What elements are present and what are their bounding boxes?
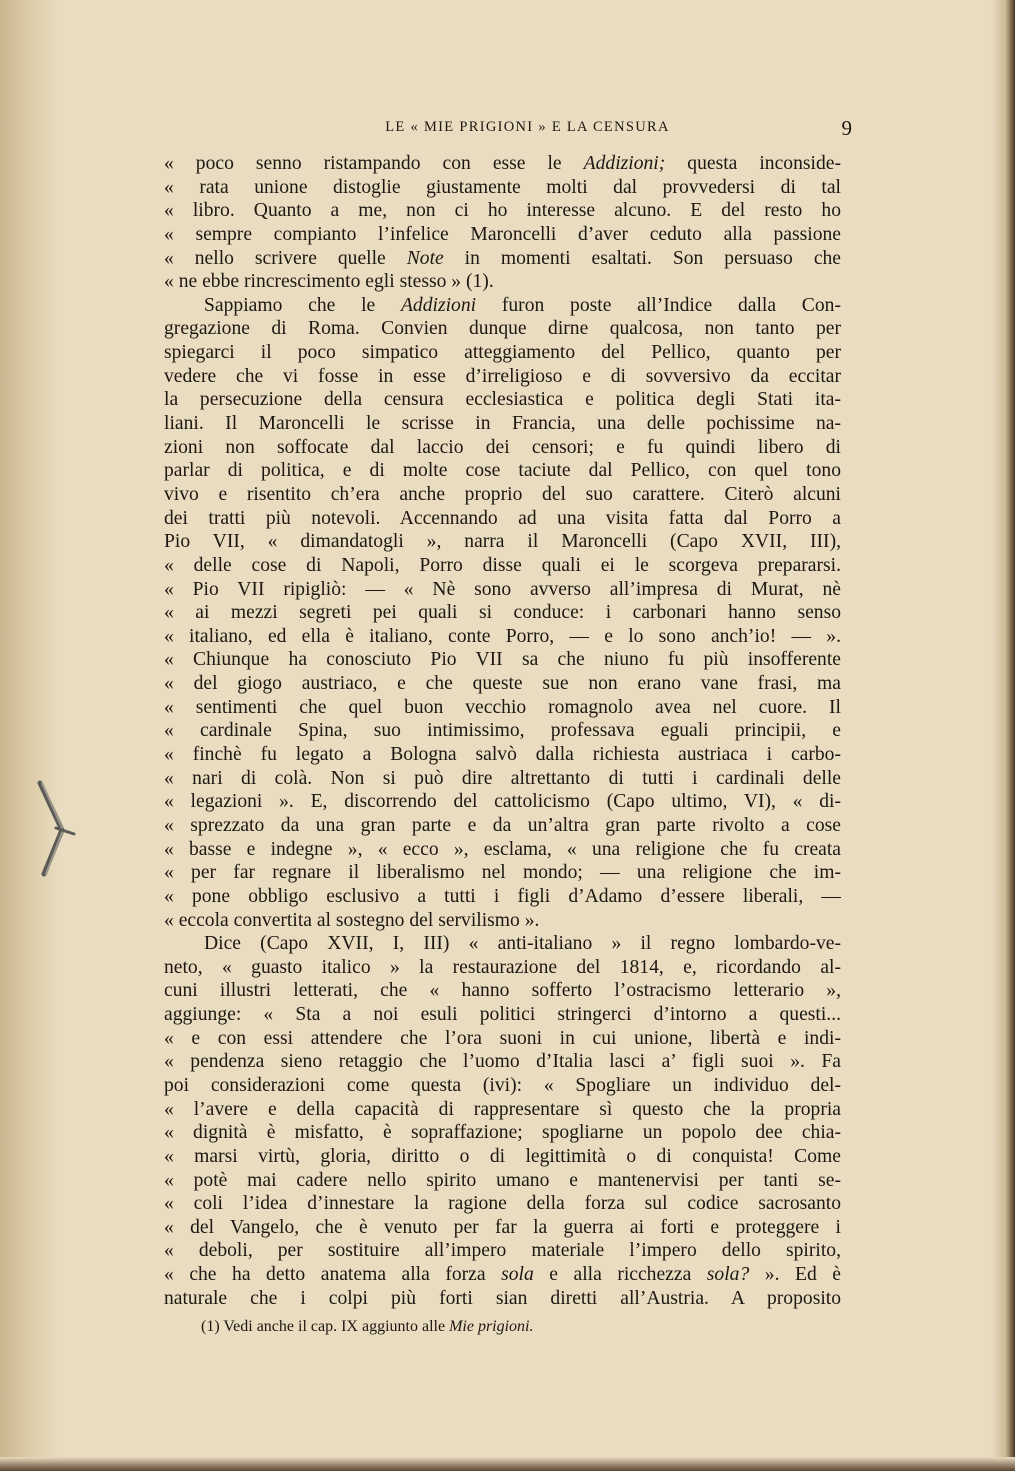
text-line bbox=[164, 1145, 841, 1169]
text-run: cuni illustri letterati, che « hanno sofferto l’ostracismo letterario », bbox=[164, 980, 841, 1002]
text-line bbox=[164, 790, 841, 814]
italic-text: sola bbox=[501, 1264, 534, 1286]
text-line bbox=[164, 199, 841, 223]
text-run: vivo e risentito ch’era anche proprio del suo carattere. Citerò alcuni bbox=[164, 483, 841, 505]
text-run: « cardinale Spina, suo intimissimo, professava eguali principii, e bbox=[164, 720, 841, 742]
text-run: « ne ebbe rincrescimento egli stesso » (1). bbox=[164, 271, 494, 293]
text-line bbox=[164, 530, 841, 554]
text-run: la persecuzione della censura ecclesiastica e politica degli Stati ita- bbox=[164, 389, 841, 411]
text-line bbox=[164, 436, 841, 460]
text-line bbox=[164, 648, 841, 672]
text-run: « legazioni ». E, discorrendo del cattolicismo (Capo ultimo, VI), « di- bbox=[164, 791, 841, 813]
text-line bbox=[164, 909, 841, 933]
text-run: furon poste all’Indice dalla Con- bbox=[476, 294, 841, 316]
text-run: « che ha detto anatema alla forza bbox=[164, 1264, 502, 1286]
text-run: « Chiunque ha conosciuto Pio VII sa che niuno fu più insofferente bbox=[164, 649, 841, 671]
footnote-text: (1) Vedi anche il cap. IX aggiunto alle bbox=[201, 1318, 450, 1335]
text-run: « italiano, ed ella è italiano, conte Porro, — e lo sono anch’io! — ». bbox=[164, 625, 841, 647]
text-line bbox=[164, 767, 841, 791]
page-edge bbox=[991, 0, 1015, 1471]
text-line bbox=[164, 483, 841, 507]
text-run: « pone obbligo esclusivo a tutti i figli d’Adamo d’essere liberali, — bbox=[164, 885, 841, 907]
text-line bbox=[164, 672, 841, 696]
text-run: « basse e indegne », « ecco », esclama, « una religione che fu creata bbox=[164, 838, 841, 860]
text-line bbox=[164, 719, 841, 743]
text-line bbox=[164, 1098, 841, 1122]
text-line bbox=[164, 459, 841, 483]
text-run: in momenti esaltati. Son persuaso che bbox=[443, 247, 841, 269]
text-run: « libro. Quanto a me, non ci ho interesse alcuno. E del resto ho bbox=[164, 200, 841, 222]
text-line bbox=[164, 956, 841, 980]
text-run: ». Ed è bbox=[749, 1264, 841, 1286]
text-line bbox=[164, 696, 841, 720]
text-run: zioni non soffocate dal laccio dei censori; e fu quindi libero di bbox=[164, 436, 841, 458]
text-line bbox=[164, 1074, 841, 1098]
text-line bbox=[164, 814, 841, 838]
text-run: Sappiamo che le bbox=[204, 294, 401, 316]
text-line bbox=[164, 317, 841, 341]
text-run: e alla ricchezza bbox=[533, 1264, 707, 1286]
text-run: « eccola convertita al sostegno del servilismo ». bbox=[164, 909, 540, 931]
text-run: neto, « guasto italico » la restaurazione del 1814, e, ricordando al- bbox=[164, 956, 841, 978]
text-run: « del giogo austriaco, e che queste sue non erano vane frasi, ma bbox=[164, 673, 841, 695]
staple-icon bbox=[30, 778, 86, 878]
text-run: liani. Il Maroncelli le scrisse in Francia, una delle pochissime na- bbox=[164, 413, 841, 435]
text-line bbox=[164, 247, 841, 271]
text-run: parlar di politica, e di molte cose taciute dal Pellico, con quel tono bbox=[164, 460, 841, 482]
text-run: « sempre compianto l’infelice Maroncelli d’aver ceduto alla passione bbox=[164, 223, 841, 245]
text-run: « marsi virtù, gloria, diritto o di legittimità o di conquista! Come bbox=[164, 1145, 841, 1167]
text-run: naturale che i colpi più forti sian diretti all’Austria. A proposito bbox=[164, 1287, 841, 1309]
text-line bbox=[164, 743, 841, 767]
text-line bbox=[164, 554, 841, 578]
text-line bbox=[164, 388, 841, 412]
text-run: gregazione di Roma. Convien dunque dirne qualcosa, non tanto per bbox=[164, 318, 841, 340]
text-run: « deboli, per sostituire all’impero materiale l’impero dello spirito, bbox=[164, 1240, 841, 1262]
text-run: spiegarci il poco simpatico atteggiamento del Pellico, quanto per bbox=[164, 342, 841, 364]
text-line bbox=[164, 861, 841, 885]
text-run: questa inconside- bbox=[665, 153, 841, 174]
body-text bbox=[164, 152, 841, 1310]
text-line bbox=[164, 1050, 841, 1074]
text-run: vedere che vi fosse in esse d’irreligioso e di sovversivo da eccitar bbox=[164, 365, 841, 387]
text-line bbox=[164, 625, 841, 649]
text-run: Dice (Capo XVII, I, III) « anti-italiano » il regno lombardo-ve- bbox=[204, 933, 841, 955]
text-line bbox=[164, 1216, 841, 1240]
text-run: Pio VII, « dimandatogli », narra il Maroncelli (Capo XVII, III), bbox=[164, 531, 841, 553]
text-run: « delle cose di Napoli, Porro disse quali ei le scorgeva prepararsi. bbox=[164, 554, 841, 576]
text-run: « ai mezzi segreti pei quali si conduce: i carbonari hanno senso bbox=[164, 602, 841, 624]
text-line bbox=[164, 507, 841, 531]
text-line bbox=[164, 932, 841, 956]
text-line bbox=[164, 1287, 841, 1311]
text-run: « potè mai cadere nello spirito umano e mantenervisi per tanti se- bbox=[164, 1169, 841, 1191]
page-gutter bbox=[0, 0, 60, 1471]
text-run: « poco senno ristampando con esse le bbox=[164, 153, 584, 174]
text-line bbox=[164, 1192, 841, 1216]
text-line bbox=[164, 838, 841, 862]
text-run: « sprezzato da una gran parte e da un’altra gran parte rivolto a cose bbox=[164, 814, 841, 836]
text-run: poi considerazioni come questa (ivi): « Spogliare un individuo del- bbox=[164, 1074, 841, 1096]
text-line bbox=[164, 294, 841, 318]
text-run: « rata unione distoglie giustamente molti dal provvedersi di tal bbox=[164, 176, 841, 198]
running-title: LE « MIE PRIGIONI » E LA CENSURA bbox=[385, 119, 670, 135]
text-line bbox=[164, 1263, 841, 1287]
footnote-italic-text: Mie prigioni. bbox=[449, 1318, 534, 1335]
italic-text: sola? bbox=[706, 1264, 750, 1286]
text-run: « dignità è misfatto, è sopraffazione; spogliarne un popolo dee chia- bbox=[164, 1122, 841, 1144]
text-run: « per far regnare il liberalismo nel mondo; — una religione che im- bbox=[164, 862, 841, 884]
text-run: « nello scrivere quelle bbox=[164, 247, 407, 269]
italic-text: Addizioni; bbox=[583, 153, 666, 174]
italic-text: Addizioni bbox=[400, 294, 477, 316]
text-line bbox=[164, 578, 841, 602]
text-line bbox=[164, 1169, 841, 1193]
text-run: « Pio VII ripigliò: — « Nè sono avverso all’impresa di Murat, nè bbox=[164, 578, 841, 600]
text-run: « coli l’idea d’innestare la ragione della forza sul codice sacrosanto bbox=[164, 1193, 841, 1215]
italic-text: Note bbox=[406, 247, 444, 269]
text-line bbox=[164, 412, 841, 436]
text-line bbox=[164, 1121, 841, 1145]
text-run: « finchè fu legato a Bologna salvò dalla richiesta austriaca i carbo- bbox=[164, 744, 841, 766]
text-line bbox=[164, 341, 841, 365]
text-line bbox=[164, 1239, 841, 1263]
text-run: dei tratti più notevoli. Accennando ad una visita fatta dal Porro a bbox=[164, 507, 841, 529]
text-line bbox=[164, 270, 841, 294]
text-line bbox=[164, 979, 841, 1003]
text-line bbox=[164, 152, 841, 176]
text-run: « nari di colà. Non si può dire altrettanto di tutti i cardinali delle bbox=[164, 767, 841, 789]
text-line bbox=[164, 1003, 841, 1027]
text-line bbox=[164, 223, 841, 247]
page-bottom-edge bbox=[0, 1457, 1015, 1471]
text-run: « del Vangelo, che è venuto per far la guerra ai forti e proteggere i bbox=[164, 1216, 841, 1238]
page-number: 9 bbox=[841, 116, 852, 140]
text-run: « l’avere e della capacità di rappresentare sì questo che la propria bbox=[164, 1098, 841, 1120]
text-line bbox=[164, 176, 841, 200]
footnote bbox=[201, 1318, 841, 1336]
text-run: aggiunge: « Sta a noi esuli politici stringerci d’intorno a questi... bbox=[164, 1004, 841, 1026]
text-line bbox=[164, 365, 841, 389]
text-run: « e con essi attendere che l’ora suoni in cui unione, libertà e indi- bbox=[164, 1027, 841, 1049]
text-run: « sentimenti che quel buon vecchio romagnolo avea nel cuore. Il bbox=[164, 696, 841, 718]
text-line bbox=[164, 1027, 841, 1051]
text-line bbox=[164, 601, 841, 625]
text-run: « pendenza sieno retaggio che l’uomo d’Italia lasci a’ figli suoi ». Fa bbox=[164, 1051, 841, 1073]
text-line bbox=[164, 885, 841, 909]
